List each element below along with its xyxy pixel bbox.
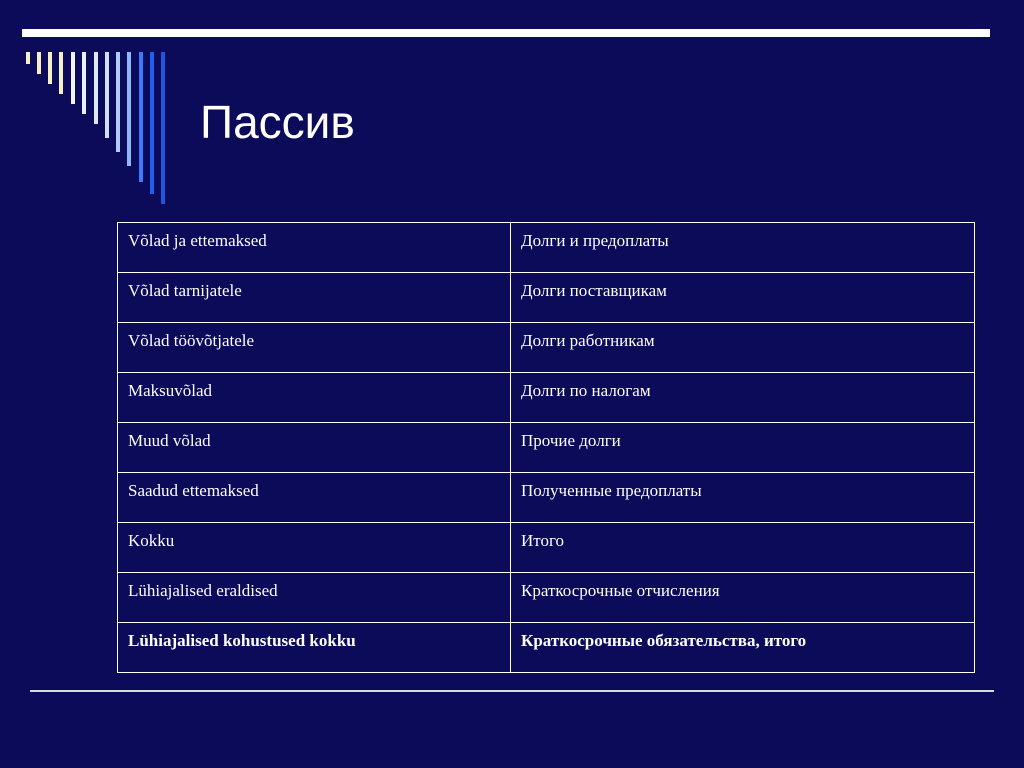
stripe xyxy=(127,52,131,166)
table-row xyxy=(118,373,975,423)
table-row xyxy=(118,523,975,573)
table-row xyxy=(118,423,975,473)
table-row xyxy=(118,273,975,323)
stripe xyxy=(48,52,52,84)
stripe xyxy=(82,52,86,114)
table-row xyxy=(118,473,975,523)
decorative-stripes xyxy=(0,0,200,220)
russian-cell: Итого xyxy=(511,523,975,573)
total-row xyxy=(118,623,975,673)
stripe xyxy=(59,52,63,94)
table-row xyxy=(118,323,975,373)
estonian-cell: Võlad ja ettemaksed xyxy=(118,223,511,273)
estonian-cell: Võlad tarnijatele xyxy=(118,273,511,323)
liabilities-table xyxy=(117,222,975,673)
russian-cell: Долги и предоплаты xyxy=(511,223,975,273)
russian-cell: Краткосрочные отчисления xyxy=(511,573,975,623)
estonian-cell: Muud võlad xyxy=(118,423,511,473)
russian-cell: Полученные предоплаты xyxy=(511,473,975,523)
russian-total-cell: Краткосрочные обязательства, итого xyxy=(511,623,975,673)
estonian-cell: Võlad töövõtjatele xyxy=(118,323,511,373)
stripe xyxy=(139,52,143,182)
stripe xyxy=(105,52,109,138)
slide-title: Пассив xyxy=(200,96,355,148)
russian-cell: Долги работникам xyxy=(511,323,975,373)
estonian-cell: Saadud ettemaksed xyxy=(118,473,511,523)
estonian-cell: Kokku xyxy=(118,523,511,573)
russian-cell: Долги по налогам xyxy=(511,373,975,423)
stripe xyxy=(116,52,120,152)
stripe xyxy=(150,52,154,194)
stripe xyxy=(94,52,98,124)
estonian-cell: Maksuvõlad xyxy=(118,373,511,423)
stripe xyxy=(26,52,30,64)
estonian-cell: Lühiajalised eraldised xyxy=(118,573,511,623)
stripe xyxy=(37,52,41,74)
russian-cell: Долги поставщикам xyxy=(511,273,975,323)
table-row xyxy=(118,573,975,623)
stripe xyxy=(161,52,165,204)
bottom-rule xyxy=(30,690,994,692)
table-row xyxy=(118,223,975,273)
stripe xyxy=(71,52,75,104)
russian-cell: Прочие долги xyxy=(511,423,975,473)
estonian-total-cell: Lühiajalised kohustused kokku xyxy=(118,623,511,673)
